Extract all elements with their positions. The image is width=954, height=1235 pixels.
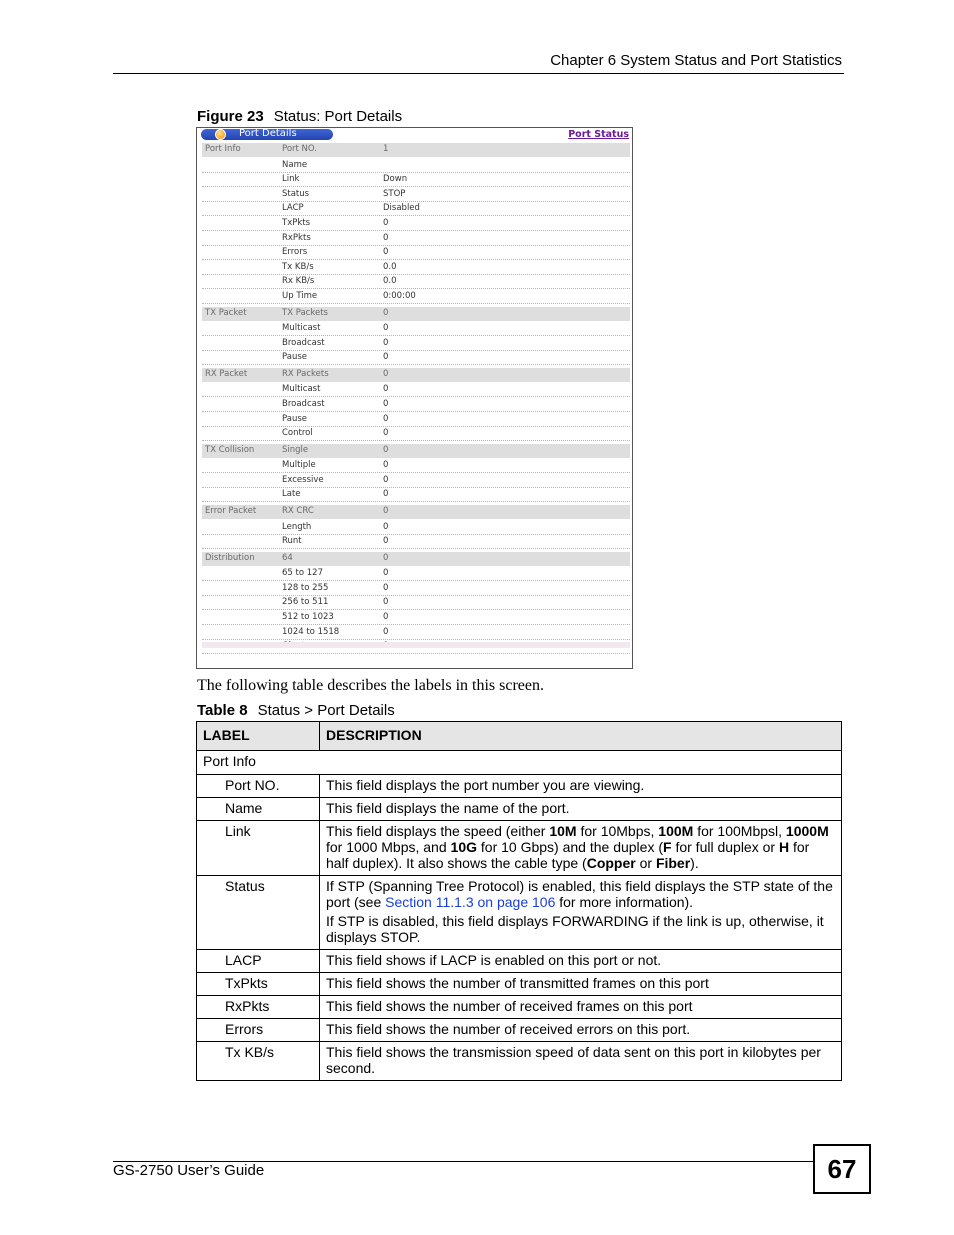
detail-field: Pause <box>282 352 307 363</box>
detail-field: Port NO. <box>282 144 317 154</box>
detail-field: Broadcast <box>282 398 325 409</box>
detail-value: 0 <box>383 352 389 363</box>
table-row <box>197 876 842 950</box>
detail-row <box>202 596 630 610</box>
detail-value: 0 <box>383 568 389 579</box>
detail-row <box>202 159 630 173</box>
detail-row <box>202 626 630 640</box>
row-label: RxPkts <box>197 996 320 1019</box>
row-label: Port NO. <box>197 775 320 798</box>
table-row <box>197 973 842 996</box>
detail-group-row <box>202 552 630 566</box>
detail-field: 64 <box>282 552 293 563</box>
detail-row <box>202 337 630 351</box>
row-label: TxPkts <box>197 973 320 996</box>
figure-title: Status: Port Details <box>273 108 403 125</box>
detail-row <box>202 567 630 581</box>
chapter-header: Chapter 6 System Status and Port Statistics <box>550 52 842 69</box>
detail-field: RX Packets <box>282 368 329 379</box>
page-number: 67 <box>813 1144 871 1194</box>
row-description: This field shows the number of transmitted frames on this port <box>320 973 842 996</box>
port-status-link[interactable]: Port Status <box>568 129 629 140</box>
detail-field: Excessive <box>282 474 324 485</box>
detail-value: STOP <box>383 188 406 199</box>
detail-field: Errors <box>282 247 308 258</box>
detail-value: 0.0 <box>383 261 397 272</box>
detail-row <box>202 398 630 412</box>
row-label: LACP <box>197 950 320 973</box>
detail-row <box>202 202 630 216</box>
detail-value: 0 <box>383 247 389 258</box>
table-title: Status > Port Details <box>257 702 395 719</box>
detail-value: 0 <box>383 521 389 532</box>
table-row <box>197 1042 842 1081</box>
detail-row <box>202 521 630 535</box>
port-details-tab-label: Port Details <box>239 128 297 139</box>
detail-field: TxPkts <box>282 217 311 228</box>
detail-field: Name <box>282 159 308 170</box>
detail-group-row <box>202 307 630 321</box>
detail-row <box>202 322 630 336</box>
detail-group: Port Info <box>205 144 241 154</box>
detail-field: Length <box>282 521 312 532</box>
detail-value: 0 <box>383 398 389 409</box>
detail-row <box>202 290 630 304</box>
detail-group: TX Collision <box>205 444 255 455</box>
detail-value: 0 <box>383 612 389 622</box>
detail-value: 0 <box>383 413 389 424</box>
row-label: Tx KB/s <box>197 1042 320 1081</box>
section-link[interactable]: Section 11.1.3 on page 106 <box>385 894 556 910</box>
port-details-tab[interactable] <box>201 129 333 140</box>
detail-group-row <box>202 143 630 157</box>
description-column-header: DESCRIPTION <box>320 722 842 751</box>
section-port-info: Port Info <box>197 751 842 775</box>
screenshot-footer-strip <box>202 642 630 648</box>
table-row <box>197 996 842 1019</box>
detail-value: 0 <box>383 444 389 455</box>
table-section-row <box>197 751 842 775</box>
detail-row <box>202 582 630 596</box>
detail-row <box>202 217 630 231</box>
table-row <box>197 950 842 973</box>
detail-value: 0 <box>383 337 389 348</box>
detail-field: RxPkts <box>282 232 311 243</box>
table-row <box>197 821 842 876</box>
detail-field: 1024 to 1518 <box>282 626 340 637</box>
table-label: Table 8 <box>197 702 248 719</box>
detail-value: 0 <box>383 384 389 395</box>
detail-value: 0 <box>383 626 389 637</box>
row-description: This field shows if LACP is enabled on this port or not. <box>320 950 842 973</box>
detail-field: LACP <box>282 203 304 214</box>
detail-value: 0 <box>383 232 389 243</box>
detail-field: Tx KB/s <box>282 261 314 272</box>
row-description: This field shows the number of received frames on this port <box>320 996 842 1019</box>
detail-value: 1 <box>383 144 389 154</box>
detail-row <box>202 275 630 289</box>
row-label: Link <box>197 821 320 876</box>
detail-value: 0 <box>383 460 389 471</box>
detail-field: Pause <box>282 413 307 424</box>
detail-row <box>202 535 630 549</box>
table-caption <box>197 702 395 719</box>
detail-field: Rx KB/s <box>282 276 315 287</box>
detail-value: 0 <box>383 307 389 318</box>
row-label: Status <box>197 876 320 950</box>
figure-caption <box>197 108 402 125</box>
detail-group-row <box>202 505 630 519</box>
table-row <box>197 1019 842 1042</box>
detail-field: Link <box>282 174 300 185</box>
detail-field: Multicast <box>282 384 321 395</box>
detail-value: Down <box>383 174 408 185</box>
detail-row <box>202 246 630 260</box>
detail-field: 256 to 511 <box>282 597 329 608</box>
detail-row <box>202 611 630 625</box>
detail-field: 65 to 127 <box>282 568 323 579</box>
detail-value: 0 <box>383 506 389 516</box>
detail-field: Control <box>282 428 313 439</box>
footer-guide-title: GS-2750 User’s Guide <box>113 1162 265 1179</box>
detail-value: 0 <box>383 217 389 228</box>
detail-group: Distribution <box>205 552 255 563</box>
detail-field: RX CRC <box>282 506 314 516</box>
detail-value: 0 <box>383 597 389 608</box>
detail-field: TX Packets <box>282 307 328 318</box>
globe-icon <box>215 129 226 140</box>
row-description: This field shows the transmission speed of data sent on this port in kilobytes per second. <box>320 1042 842 1081</box>
label-column-header: LABEL <box>197 722 320 751</box>
detail-value: 0 <box>383 536 389 547</box>
row-description: This field shows the number of received errors on this port. <box>320 1019 842 1042</box>
detail-field: Single <box>282 444 309 455</box>
detail-value: 0 <box>383 489 389 500</box>
header-rule <box>113 73 844 74</box>
table-row <box>197 775 842 798</box>
row-description: This field displays the speed (either 10M for 10Mbps, 100M for 100Mbpsl, 1000M for 1000 Mbps, and 10G for 10 Gbps) and the duplex (F for full duplex or H for half duplex). It also shows the cable type (Copper or Fiber). <box>320 821 842 876</box>
detail-field: 512 to 1023 <box>282 612 334 622</box>
detail-value: Disabled <box>383 203 420 214</box>
detail-group: RX Packet <box>205 368 248 379</box>
row-label: Errors <box>197 1019 320 1042</box>
detail-row <box>202 413 630 427</box>
detail-row <box>202 351 630 365</box>
detail-row <box>202 474 630 488</box>
figure-label: Figure 23 <box>197 108 264 125</box>
detail-field: Broadcast <box>282 337 325 348</box>
detail-value: 0 <box>383 474 389 485</box>
table-row <box>197 798 842 821</box>
detail-row <box>202 459 630 473</box>
detail-row <box>202 173 630 187</box>
port-details-screenshot <box>196 127 633 669</box>
detail-field: Late <box>282 489 301 500</box>
row-description: This field displays the name of the port. <box>320 798 842 821</box>
detail-value: 0 <box>383 323 389 333</box>
detail-group-row <box>202 368 630 382</box>
detail-group-row <box>202 444 630 458</box>
row-description: If STP (Spanning Tree Protocol) is enabled, this field displays the STP state of the port (see Section 11.1.3 on page 106 for more information). If STP is disabled, this field displays FORWARDING if the link is up, otherwise, it displays STOP. <box>320 876 842 950</box>
detail-field: Up Time <box>282 290 318 301</box>
detail-group: Error Packet <box>205 506 257 516</box>
intro-text: The following table describes the labels in this screen. <box>197 677 545 694</box>
detail-value: 0:00:00 <box>383 290 416 301</box>
row-description: This field displays the port number you are viewing. <box>320 775 842 798</box>
detail-row <box>202 488 630 502</box>
detail-row <box>202 188 630 202</box>
detail-field: Multiple <box>282 460 316 471</box>
detail-row <box>202 261 630 275</box>
table-header-row <box>197 722 842 751</box>
detail-row <box>202 427 630 441</box>
detail-row <box>202 232 630 246</box>
detail-field: Runt <box>282 536 302 547</box>
detail-field: Multicast <box>282 323 321 333</box>
detail-value: 0 <box>383 552 389 563</box>
detail-group: TX Packet <box>205 307 247 318</box>
detail-value: 0 <box>383 368 389 379</box>
row-label: Name <box>197 798 320 821</box>
detail-value: 0.0 <box>383 276 397 287</box>
detail-value: 0 <box>383 428 389 439</box>
detail-value: 0 <box>383 582 389 593</box>
detail-field: Status <box>282 188 310 199</box>
detail-field: 128 to 255 <box>282 582 329 593</box>
description-table <box>196 721 842 1081</box>
detail-row <box>202 383 630 397</box>
